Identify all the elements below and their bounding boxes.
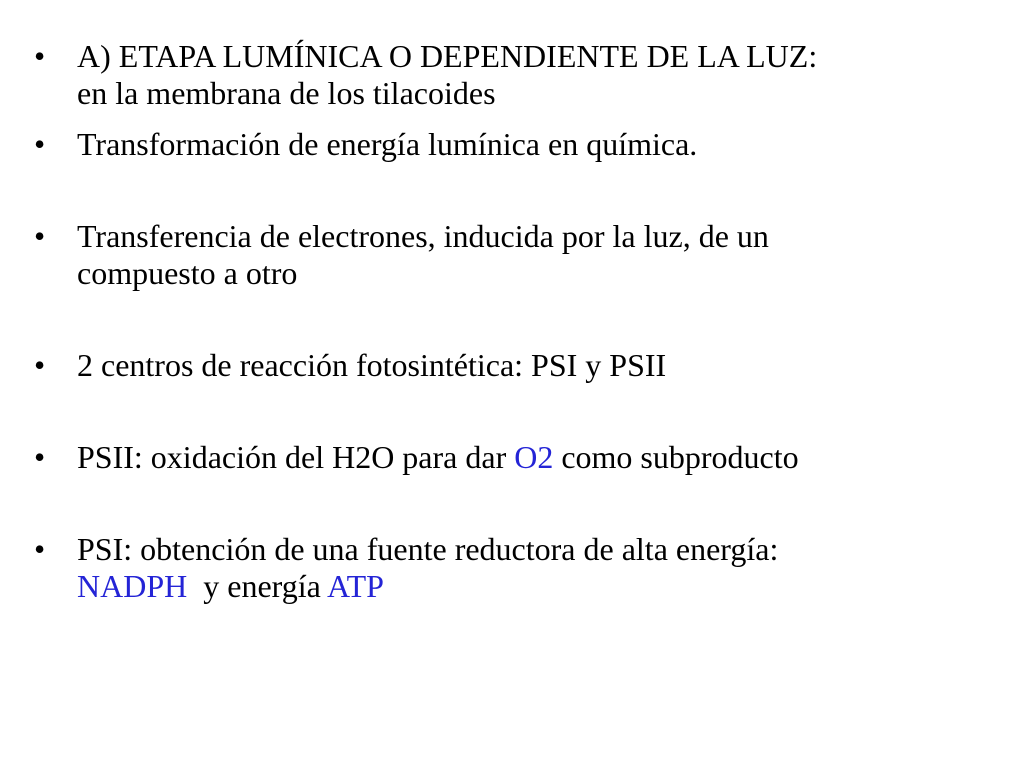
bullet-item-psii [34, 439, 1009, 476]
bullet-text-line [77, 568, 1009, 605]
bullet-dot-icon: • [34, 347, 46, 383]
text-segment: y energía [187, 568, 328, 604]
text-segment: como subproducto [553, 439, 799, 475]
bullet-text-line: compuesto a otro [77, 255, 298, 291]
bullet-text-line [77, 439, 1009, 476]
bullet-item-transferencia [34, 218, 1009, 292]
bullet-dot-icon: • [34, 38, 46, 74]
bullet-dot-icon: • [34, 531, 46, 567]
bullet-item-centros-reaccion [34, 347, 1009, 384]
atp-highlight: ATP [327, 568, 384, 604]
o2-highlight: O2 [514, 439, 554, 475]
bullet-item-etapa-luminica [34, 38, 1009, 112]
bullet-list [34, 38, 1009, 605]
bullet-text-line: A) ETAPA LUMÍNICA O DEPENDIENTE DE LA LUZ: [77, 38, 818, 74]
bullet-text-line: PSI: obtención de una fuente reductora de alta energía: [77, 531, 779, 567]
bullet-dot-icon: • [34, 218, 46, 254]
bullet-text-line: 2 centros de reacción fotosintética: PSI y PSII [77, 347, 667, 383]
bullet-text-line: Transformación de energía lumínica en química. [77, 126, 698, 162]
bullet-text-line: Transferencia de electrones, inducida por la luz, de un [77, 218, 769, 254]
bullet-item-psi [34, 531, 1009, 605]
text-segment: PSII: oxidación del H2O para dar [77, 439, 515, 475]
bullet-text-line: en la membrana de los tilacoides [77, 75, 496, 111]
bullet-item-transformacion [34, 126, 1009, 163]
nadph-highlight: NADPH [77, 568, 188, 604]
bullet-dot-icon: • [34, 439, 46, 475]
bullet-dot-icon: • [34, 126, 46, 162]
